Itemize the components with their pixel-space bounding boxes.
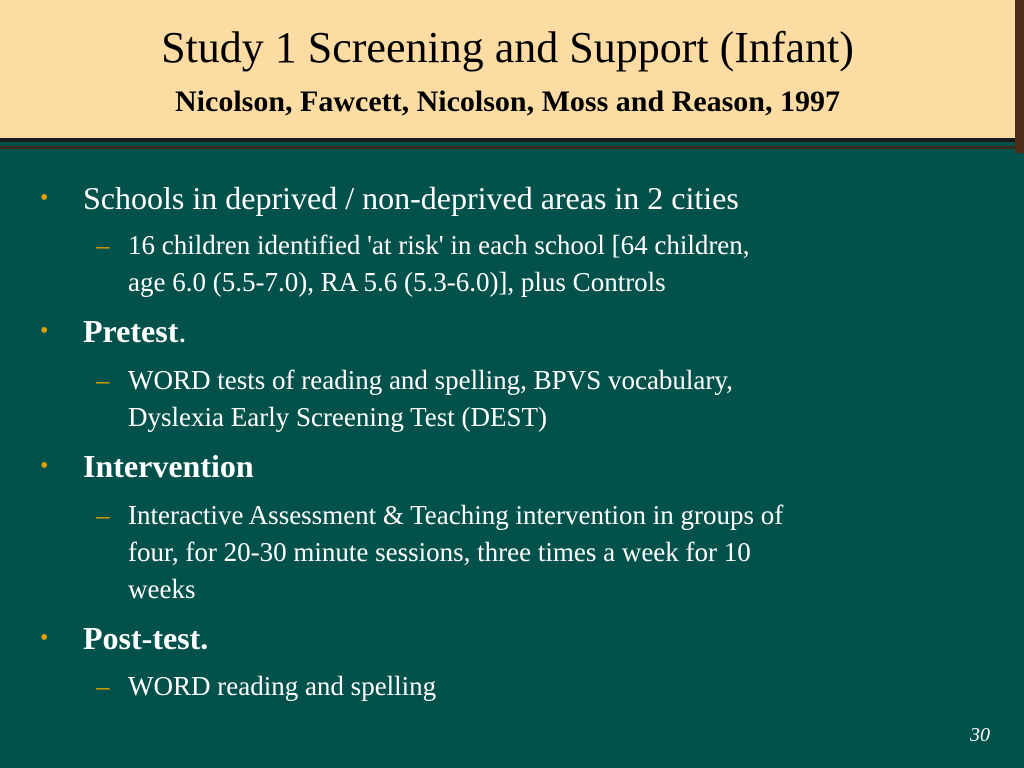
bullet-marker: • [40, 453, 49, 479]
sub-bullet-marker: – [96, 230, 110, 260]
bullet-text: Schools in deprived / non-deprived areas in 2 cities [83, 180, 739, 216]
bullet-bold-text: Pretest [83, 313, 179, 349]
bullet-text [83, 313, 186, 349]
bullet-bold-text: Post-test. [83, 620, 209, 656]
sub-bullet-text: Interactive Assessment & Teaching intervention in groups of four, for 20-30 minute sessions, three times a week for 10 weeks [128, 500, 784, 604]
bullet-marker: • [40, 625, 49, 651]
sub-bullet-marker: – [96, 671, 110, 701]
bullet-marker: • [40, 318, 49, 344]
sub-bullet-marker: – [96, 500, 110, 530]
slide-subtitle-authors: Nicolson, Fawcett, Nicolson, Moss and Reason, 1997 [175, 85, 840, 118]
bullet-bold-text: Intervention [83, 448, 254, 484]
sub-bullet-marker: – [96, 365, 110, 395]
bullet-marker: • [40, 185, 49, 211]
bullet-text-suffix: . [178, 313, 187, 349]
page-number: 30 [970, 724, 990, 746]
sub-bullet-text: WORD reading and spelling [128, 671, 437, 701]
slide-title: Study 1 Screening and Support (Infant) [161, 23, 854, 72]
sub-bullet-text: 16 children identified 'at risk' in each school [64 children, age 6.0 (5.5-7.0), RA 5.6 (5.3-6.0)], plus Controls [128, 230, 750, 297]
sub-bullet-text: WORD tests of reading and spelling, BPVS vocabulary, Dyslexia Early Screening Test (DEST) [128, 365, 733, 432]
